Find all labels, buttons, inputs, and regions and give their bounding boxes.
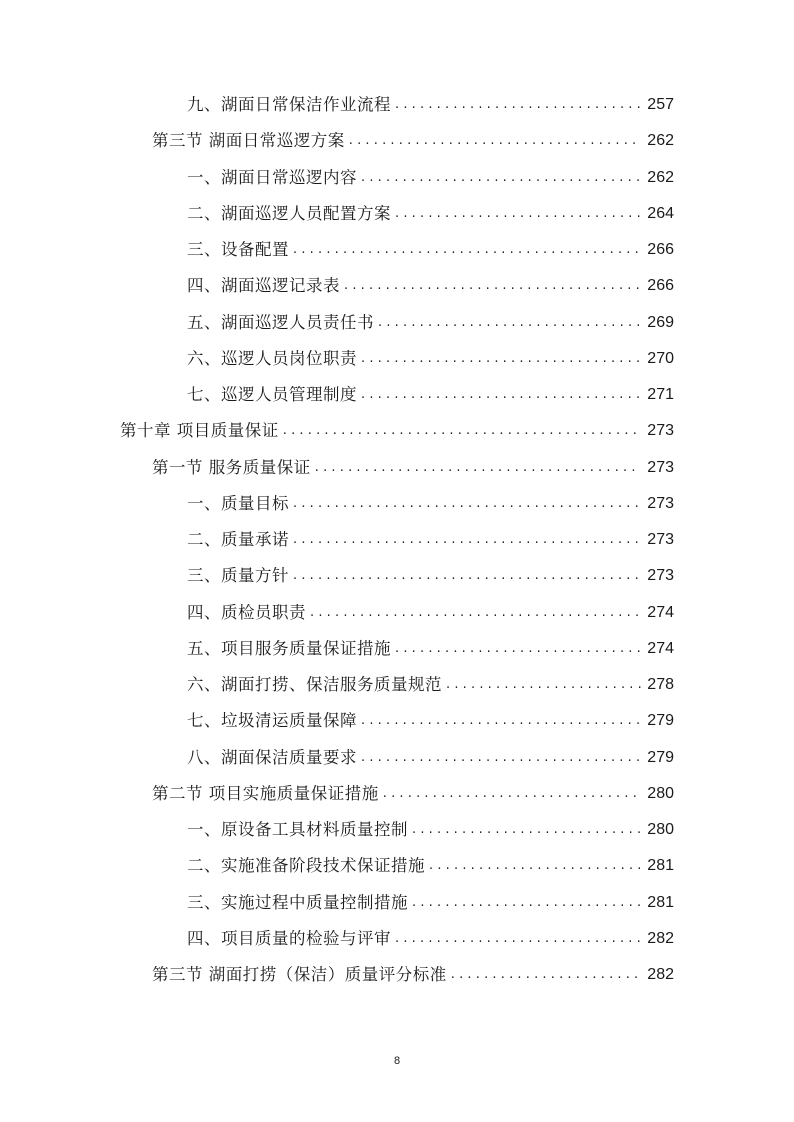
toc-entry-label: 第三节 湖面日常巡逻方案: [152, 131, 345, 151]
toc-entry-page: 257: [647, 96, 674, 113]
toc-leader-dots: [293, 235, 641, 265]
toc-entry[interactable]: [152, 126, 674, 156]
toc-entry-page: 280: [647, 821, 674, 838]
toc-entry-label: 二、湖面巡逻人员配置方案: [187, 203, 391, 223]
toc-entry[interactable]: [187, 163, 674, 193]
toc-entry[interactable]: [187, 344, 674, 374]
toc-entry-label: 第三节 湖面打捞（保洁）质量评分标准: [152, 965, 447, 984]
toc-entry-page: 266: [647, 277, 674, 295]
toc-leader-dots: [429, 851, 641, 881]
toc-entry-page: 273: [647, 567, 674, 585]
toc-leader-dots: [361, 344, 641, 374]
toc-entry-label: 一、质量目标: [187, 493, 289, 513]
toc-entry-page: 262: [647, 132, 674, 150]
toc-entry-page: 281: [647, 857, 674, 875]
toc-entry[interactable]: [152, 453, 674, 483]
toc-entry[interactable]: [187, 851, 674, 881]
toc-entry[interactable]: [187, 525, 674, 555]
toc-entry-page: 274: [647, 639, 674, 657]
toc-entry-page: 262: [647, 168, 674, 186]
toc-entry-label: 五、项目服务质量保证措施: [187, 638, 391, 658]
toc-leader-dots: [361, 706, 641, 736]
toc-entry-label: 四、质检员职责: [187, 602, 306, 622]
toc-entry-label: 四、湖面巡逻记录表: [187, 276, 340, 296]
toc-entry-page: 282: [647, 929, 674, 947]
toc-entry-label: 六、巡逻人员岗位职责: [187, 348, 357, 368]
toc-entry-page: 266: [647, 241, 674, 258]
toc-entry-page: 273: [647, 422, 674, 440]
toc-leader-dots: [383, 779, 642, 809]
toc-entry-page: 279: [647, 748, 674, 766]
toc-leader-dots: [315, 453, 642, 483]
toc-entry-page: 269: [647, 313, 674, 331]
toc-entry-label: 第一节 服务质量保证: [152, 457, 311, 477]
toc-entry[interactable]: [120, 416, 674, 446]
toc-entry-label: 七、垃圾清运质量保障: [187, 711, 357, 731]
toc-leader-dots: [293, 489, 641, 519]
toc-entry[interactable]: [187, 489, 674, 519]
toc-entry[interactable]: [187, 743, 674, 773]
toc-leader-dots: [344, 271, 641, 301]
toc-entry-label: 四、项目质量的检验与评审: [187, 928, 391, 948]
toc-entry-label: 三、实施过程中质量控制措施: [187, 892, 408, 912]
toc-entry-label: 二、质量承诺: [187, 530, 289, 549]
toc-entry-label: 二、实施准备阶段技术保证措施: [187, 856, 425, 876]
toc-entry-page: 279: [647, 712, 674, 730]
toc-entry-label: 一、湖面日常巡逻内容: [187, 167, 357, 187]
toc-leader-dots: [412, 815, 641, 845]
toc-leader-dots: [451, 960, 642, 990]
toc-entry[interactable]: [187, 561, 674, 591]
toc-entry[interactable]: [187, 670, 674, 700]
toc-leader-dots: [395, 634, 641, 664]
toc-leader-dots: [395, 924, 641, 954]
toc-entry[interactable]: [152, 779, 674, 809]
toc-leader-dots: [293, 561, 641, 591]
toc-leader-dots: [349, 126, 642, 156]
toc-entry[interactable]: [187, 380, 674, 410]
toc-entry-label: 八、湖面保洁质量要求: [187, 747, 357, 767]
toc-entry[interactable]: [187, 90, 674, 120]
toc-leader-dots: [293, 525, 641, 555]
toc-entry[interactable]: [187, 706, 674, 736]
toc-leader-dots: [446, 670, 641, 700]
toc-entry-page: 273: [647, 531, 674, 548]
toc-leader-dots: [283, 416, 642, 446]
toc-entry[interactable]: [187, 924, 674, 954]
toc-entry-page: 278: [647, 676, 674, 693]
page-number: 8: [393, 1055, 401, 1067]
toc-entry-page: 274: [647, 603, 674, 621]
toc-leader-dots: [395, 199, 641, 229]
toc-entry-label: 五、湖面巡逻人员责任书: [187, 312, 374, 332]
toc-entry-label: 三、设备配置: [187, 240, 289, 259]
toc-entry-page: 273: [647, 494, 674, 512]
toc-entry[interactable]: [187, 888, 674, 918]
toc-entry-page: 281: [647, 893, 674, 911]
toc-entry-page: 270: [647, 349, 674, 367]
toc-entry[interactable]: [152, 960, 674, 990]
toc-leader-dots: [395, 90, 641, 120]
toc-entry[interactable]: [187, 199, 674, 229]
toc-entry-label: 六、湖面打捞、保洁服务质量规范: [187, 675, 442, 694]
toc-entry-label: 九、湖面日常保洁作业流程: [187, 95, 391, 114]
toc-entry-label: 一、原设备工具材料质量控制: [187, 820, 408, 839]
toc-entry-label: 三、质量方针: [187, 566, 289, 586]
toc-entry-page: 273: [647, 458, 674, 476]
toc-entry[interactable]: [187, 235, 674, 265]
toc-entry-page: 264: [647, 204, 674, 222]
toc-entry[interactable]: [187, 634, 674, 664]
toc-leader-dots: [378, 308, 641, 338]
toc-entry-label: 第十章 项目质量保证: [120, 421, 279, 441]
toc-entry[interactable]: [187, 598, 674, 628]
toc-entry[interactable]: [187, 308, 674, 338]
toc-leader-dots: [412, 888, 641, 918]
toc-entry-page: 282: [647, 966, 674, 983]
toc-leader-dots: [361, 163, 641, 193]
toc-entry-page: 271: [647, 386, 674, 403]
toc-leader-dots: [361, 743, 641, 773]
toc-entry[interactable]: [187, 271, 674, 301]
toc-entry-label: 七、巡逻人员管理制度: [187, 385, 357, 404]
toc-entry-page: 280: [647, 784, 674, 802]
toc-leader-dots: [361, 380, 641, 410]
toc-leader-dots: [310, 598, 641, 628]
toc-entry-label: 第二节 项目实施质量保证措施: [152, 783, 379, 803]
toc-entry[interactable]: [187, 815, 674, 845]
